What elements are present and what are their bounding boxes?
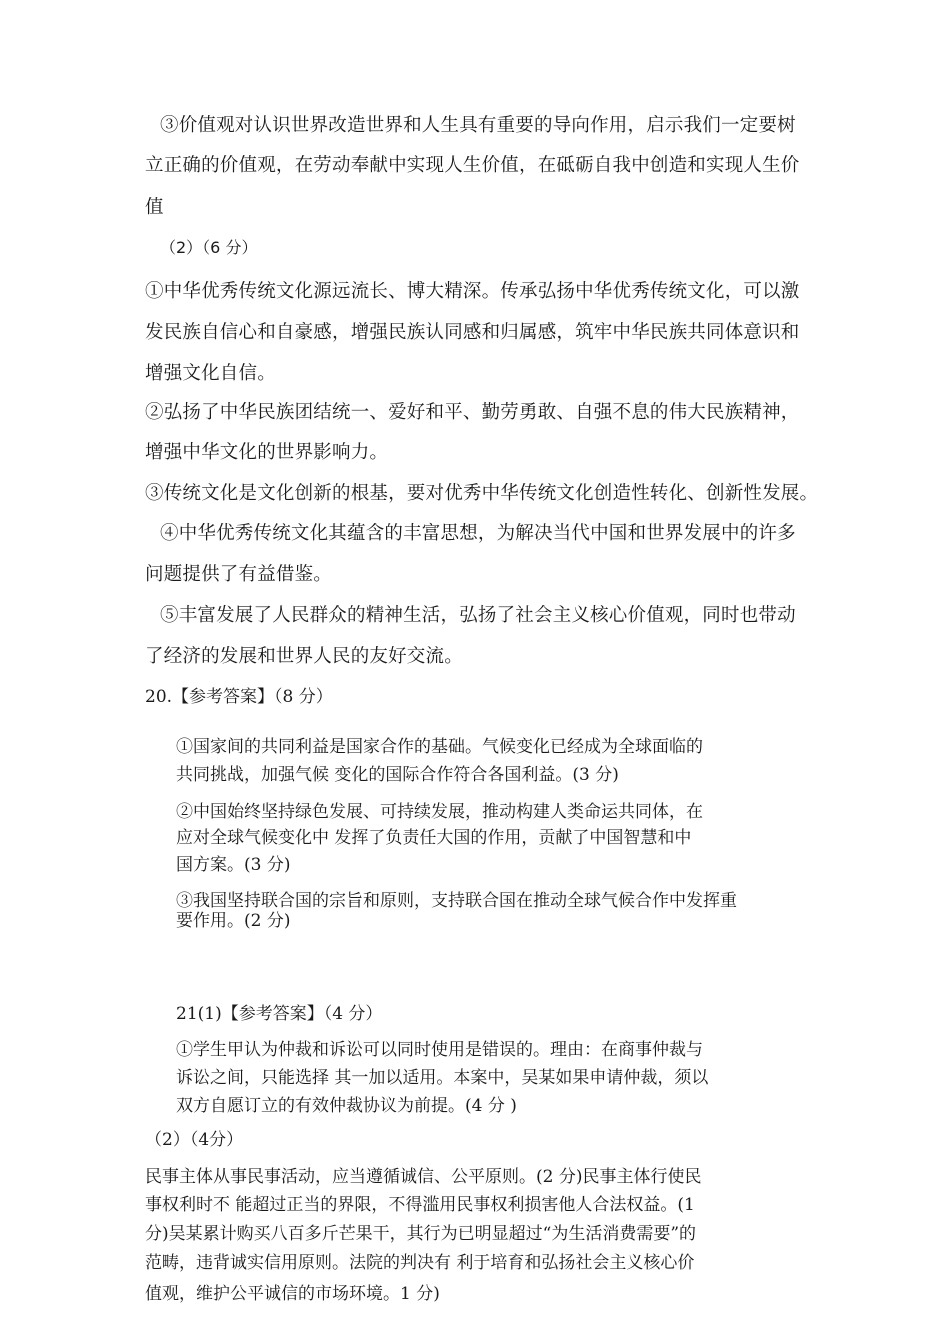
text-line: 诉讼之间，只能选择 其一加以适用。本案中，吴某如果申请仲裁，须以: [176, 1068, 709, 1088]
text-line: ④中华优秀传统文化其蕴含的丰富思想，为解决当代中国和世界发展中的许多: [160, 523, 796, 544]
text-line: ①国家间的共同利益是国家合作的基础。气候变化已经成为全球面临的: [176, 737, 703, 757]
text-line: ②弘扬了中华民族团结统一、爱好和平、勤劳勇敢、自强不息的伟大民族精神，: [145, 402, 800, 423]
text-line: ②中国始终坚持绿色发展、可持续发展，推动构建人类命运共同体，在: [176, 802, 703, 822]
text-line: ③价值观对认识世界改造世界和人生具有重要的导向作用，启示我们一定要树: [160, 115, 796, 136]
text-line: 了经济的发展和世界人民的友好交流。: [145, 646, 463, 667]
question-heading: 20.【参考答案】（8 分）: [145, 687, 333, 707]
text-line: ③传统文化是文化创新的根基，要对优秀中华传统文化创造性转化、创新性发展。: [145, 483, 819, 504]
text-line: 双方自愿订立的有效仲裁协议为前提。(4 分 ): [176, 1096, 517, 1116]
text-line: 增强文化自信。: [145, 363, 276, 384]
text-line: 事权利时不 能超过正当的界限，不得滥用民事权利损害他人合法权益。(1: [145, 1195, 695, 1215]
text-line: 民事主体从事民事活动，应当遵循诚信、公平原则。(2 分)民事主体行使民: [145, 1167, 702, 1187]
text-line: 值: [145, 197, 164, 218]
text-line: 值观，维护公平诚信的市场环境。1 分): [145, 1284, 440, 1304]
text-line: 应对全球气候变化中 发挥了负责任大国的作用，贡献了中国智慧和中: [176, 828, 692, 848]
question-heading: 21(1)【参考答案】（4 分）: [176, 1004, 383, 1024]
text-line: 问题提供了有益借鉴。: [145, 564, 333, 585]
section-heading: （2）（4分）: [145, 1130, 244, 1150]
text-line: ①中华优秀传统文化源远流长、博大精深。传承弘扬中华优秀传统文化，可以激: [145, 281, 800, 302]
text-line: 发民族自信心和自豪感，增强民族认同感和归属感，筑牢中华民族共同体意识和: [145, 322, 800, 343]
text-line: 增强中华文化的世界影响力。: [145, 442, 389, 463]
text-line: 立正确的价值观，在劳动奉献中实现人生价值，在砥砺自我中创造和实现人生价: [145, 155, 800, 176]
text-line: ⑤丰富发展了人民群众的精神生活，弘扬了社会主义核心价值观，同时也带动: [160, 605, 796, 626]
text-line: 分)吴某累计购买八百多斤芒果干，其行为已明显超过“为生活消费需要”的: [145, 1224, 697, 1244]
section-heading: （2）（6 分）: [160, 238, 258, 257]
text-line: 范畴，违背诚实信用原则。法院的判决有 利于培育和弘扬社会主义核心价: [145, 1253, 695, 1273]
text-line: 要作用。(2 分): [176, 911, 291, 931]
text-line: ③我国坚持联合国的宗旨和原则，支持联合国在推动全球气候合作中发挥重: [176, 891, 737, 911]
text-line: 共同挑战，加强气候 变化的国际合作符合各国利益。(3 分): [176, 765, 619, 785]
text-line: ①学生甲认为仲裁和诉讼可以同时使用是错误的。理由：在商事仲裁与: [176, 1040, 703, 1060]
text-line: 国方案。(3 分): [176, 855, 291, 875]
